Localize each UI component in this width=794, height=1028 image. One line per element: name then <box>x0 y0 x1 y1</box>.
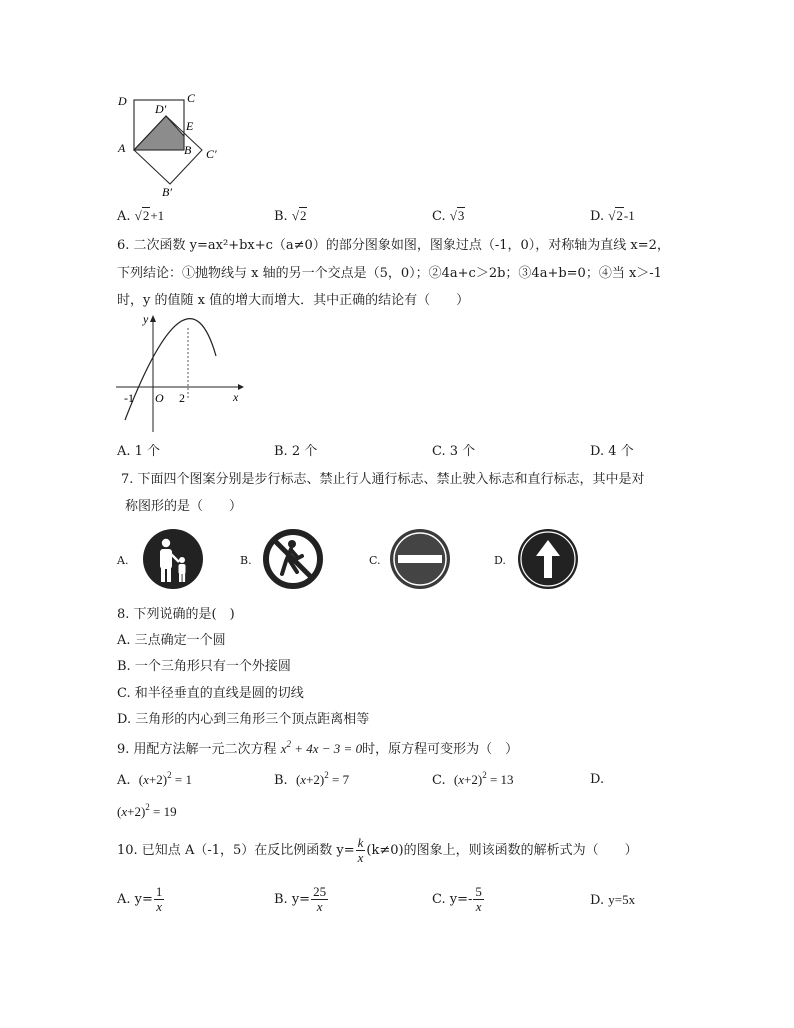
q9-option-a: A. $(x+2)^2 = 1$ <box>117 770 192 788</box>
q7-stem-line-1: 7. 下面四个图案分别是步行标志、禁止行人通行标志、禁止驶入标志和直行标志，其中是对 <box>121 472 645 487</box>
walking-sign-icon <box>142 528 204 590</box>
q8-option-c: C. 和半径垂直的直线是圆的切线 <box>117 686 304 701</box>
q9-option-c: C. $(x+2)^2 = 13$ <box>432 770 514 788</box>
q8-option-b: B. 一个三角形只有一个外接圆 <box>117 659 291 674</box>
q7-option-d-letter: D. <box>494 554 506 567</box>
origin-label: O <box>155 391 164 405</box>
label-c-prime: C′ <box>206 147 217 161</box>
q6-parabola-graph <box>112 310 252 435</box>
q6-stem-line-3: 时，y 的值随 x 值的增大而增大．其中正确的结论有（ ） <box>117 293 470 308</box>
q8-option-a: A. 三点确定一个圆 <box>117 633 226 648</box>
no-pedestrians-sign-icon <box>262 528 324 590</box>
label-b: B <box>184 143 192 157</box>
q7-option-c-letter: C. <box>369 554 381 567</box>
q9-option-b: B. $(x+2)^2 = 7$ <box>274 770 350 788</box>
label-c: C <box>187 91 196 105</box>
q5-geometry-figure <box>110 88 230 198</box>
q6-option-d: D. 4 个 <box>590 444 634 459</box>
go-straight-sign-icon <box>517 528 579 590</box>
x-axis-arrow <box>238 384 244 390</box>
label-a: A <box>118 141 126 155</box>
label-e: E <box>186 119 194 133</box>
label-d: D <box>118 94 127 108</box>
y-axis-arrow <box>150 315 156 322</box>
q6-stem-line-1: 6. 二次函数 y=ax²+bx+c（a≠0）的部分图象如图，图象过点（-1，0），对称轴为直线 x=2， <box>117 238 670 253</box>
q5-option-d: D. √2-1 <box>590 208 635 224</box>
shaded-triangle <box>134 116 184 150</box>
y-axis-label: y <box>143 312 149 326</box>
q10-option-a: A. y= $\frac{1}{x}$ <box>117 884 163 914</box>
q6-stem-line-2: 下列结论：①抛物线与 x 轴的另一个交点是（5，0）；②4a+c＞2b；③4a+b=0；④当 x＞-1 <box>117 266 662 281</box>
q9-option-d-letter: D. <box>590 772 605 787</box>
label-d-prime: D′ <box>155 102 167 116</box>
q5-option-a: A. √2+1 <box>117 208 165 224</box>
q10-option-d: D. y=5x <box>590 892 636 908</box>
q6-option-c: C. 3 个 <box>432 444 476 459</box>
q6-option-b: B. 2 个 <box>274 444 318 459</box>
q10-stem-fraction: $\frac{k}{x}$ <box>357 835 364 865</box>
q8-stem: 8. 下列说确的是( ) <box>117 607 235 622</box>
q6-option-a: A. 1 个 <box>117 444 161 459</box>
tick-label-neg1: -1 <box>124 391 134 405</box>
tick-label-2: 2 <box>179 391 185 405</box>
q10-option-c: C. y=- $\frac{5}{x}$ <box>432 884 482 914</box>
q9-equation: $x^2 + 4x - 3 = 0$ <box>280 739 363 756</box>
q7-option-b-letter: B. <box>240 554 252 567</box>
q9-option-d: $(x+2)^2 = 19$ <box>117 802 177 819</box>
q8-option-d: D. 三角形的内心到三角形三个顶点距离相等 <box>117 712 370 727</box>
q10-stem: 10. 已知点 A（-1，5）在反比例函数 y= $\frac{k}{x}$ (k≠0)的图象上，则该函数的解析式为（ ） <box>117 835 638 865</box>
q5-option-b: B. √2 <box>274 208 307 224</box>
q9-stem: 9. 用配方法解一元二次方程 $x^2 + 4x - 3 = 0$时，原方程可变形为（ ） <box>117 739 519 757</box>
q5-option-c: C. √3 <box>432 208 465 224</box>
x-axis-label: x <box>233 390 239 404</box>
q10-option-b: B. y= $\frac{25}{x}$ <box>274 884 327 914</box>
no-entry-sign-icon <box>389 528 451 590</box>
q7-option-a-letter: A. <box>117 554 129 567</box>
parabola-curve <box>125 319 216 420</box>
label-b-prime: B′ <box>162 185 172 198</box>
q7-stem-line-2: 称图形的是（ ） <box>125 499 243 514</box>
